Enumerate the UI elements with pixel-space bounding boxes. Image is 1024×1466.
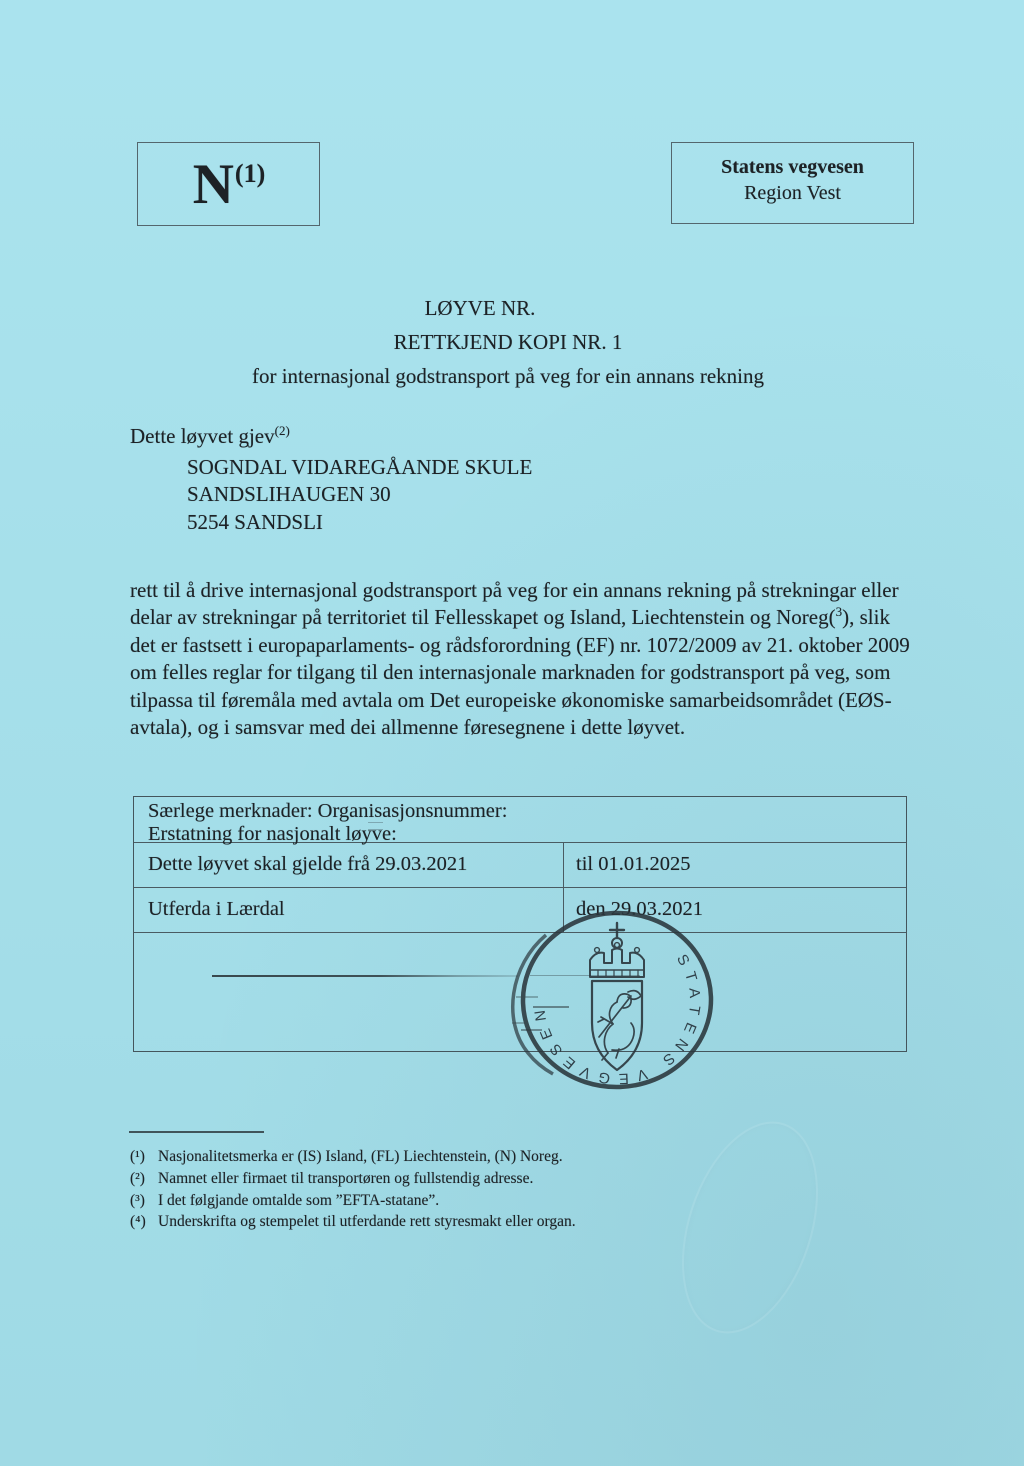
footnote-text: Nasjonalitetsmerka er (IS) Island, (FL) Liechtenstein, (N) Noreg. [158,1148,563,1165]
footnote-4 [130,1211,576,1233]
footnote-marker: (¹) [130,1148,145,1165]
valid-from-cell: Dette løyvet skal gjelde frå 29.03.2021 [148,853,468,875]
nationality-mark-box [137,142,320,226]
nationality-letter [192,152,266,216]
legal-paragraph [130,577,920,741]
grantee-name: SOGNDAL VIDAREGÅANDE SKULE [187,454,533,479]
licence-number-title: LØYVE NR. [424,296,536,320]
footnote-3 [130,1190,576,1212]
legal-footnote-ref: 3 [835,604,843,620]
grantee-address-block [187,454,532,537]
validity-row [134,843,906,888]
remarks-line1: Særlege merknader: Organisasjonsnummer: [148,800,508,822]
footnotes-block [130,1146,576,1233]
footnote-text: Namnet eller firmaet til transportøren og fullstendig adresse. [158,1169,534,1187]
remarks-row [134,797,906,843]
official-stamp-icon [502,901,734,1105]
grantee-block [130,423,532,536]
embossed-seal-ghost [657,1104,843,1351]
issuing-authority-name: Statens vegvesen [721,156,864,178]
certified-copy-title: RETTKJEND KOPI NR. 1 [393,330,623,354]
grantee-footnote-ref: (2) [274,423,290,438]
footnote-divider [129,1131,264,1133]
footnote-marker: (³) [130,1191,145,1209]
grantee-intro-text: Dette løyvet gjev [130,424,275,448]
issued-place-cell: Utferda i Lærdal [148,898,285,920]
valid-to-cell: til 01.01.2025 [576,853,691,875]
nationality-footnote-ref: (1) [234,159,266,189]
remarks-line2: Erstatning for nasjonalt løyve: [148,822,397,845]
legal-line-part: delar av strekningar på territoriet til Fellesskapet og Island, Liechtenstein og Noreg( [130,605,836,630]
legal-line: tilpassa til føremåla med avtala om Det europeiske økonomiske samarbeidsområdet (EØS- [130,687,892,712]
legal-line-part: ), slik [842,605,890,630]
licence-subtitle: for internasjonal godstransport på veg for ein annans rekning [251,364,765,388]
stamp-ring-text: STATENS VEGVESEN [530,951,704,1088]
legal-line [130,604,920,631]
footnote-2 [130,1168,576,1190]
issuing-authority-region: Region Vest [744,182,841,204]
grantee-street: SANDSLIHAUGEN 30 [187,482,391,506]
legal-line: avtala), og i samsvar med dei allmenne føresegnene i dette løyvet. [130,715,686,740]
signature-line [212,975,518,977]
grantee-intro-line [130,423,532,451]
legal-line: det er fastsett i europaparlaments- og rådsforordning (EF) nr. 1072/2009 av 21. oktober 2009 [130,632,910,657]
document-title-block [130,291,886,393]
footnote-marker: (⁴) [130,1213,146,1231]
footnote-1 [130,1146,576,1168]
footnote-text: I det følgjande omtalde som ”EFTA-statane”. [158,1191,440,1209]
grantee-postal: 5254 SANDSLI [187,509,323,534]
issuing-authority-box [671,142,914,224]
footnote-text: Underskrifta og stempelet til utferdande rett styresmakt eller organ. [158,1213,576,1231]
issued-date-cell: den 29.03.2021 [576,898,703,920]
scan-artifact-mark [368,822,383,830]
legal-line: om felles reglar for tilgang til den internasjonale marknaden for godstransport på veg, som [130,660,891,685]
nationality-letter-n: N [192,152,234,216]
legal-line: rett til å drive internasjonal godstransport på veg for ein annans rekning på strekningar eller [130,578,899,602]
footnote-marker: (²) [130,1169,145,1187]
coat-of-arms-icon [590,923,644,1070]
